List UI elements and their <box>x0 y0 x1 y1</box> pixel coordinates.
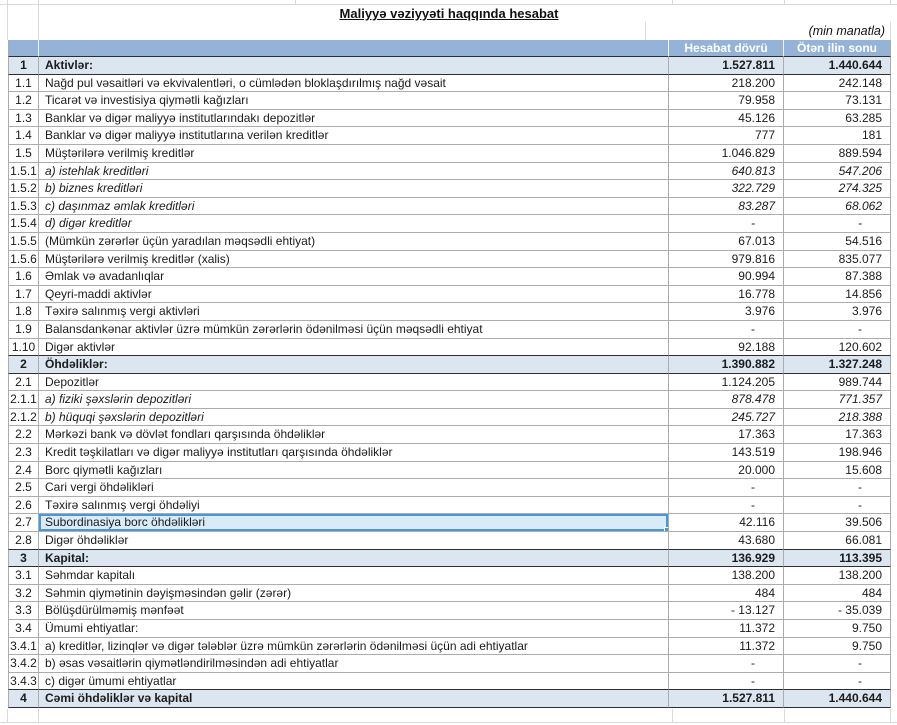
value-cell-previous[interactable]: 989.744 <box>784 374 891 392</box>
grid-line <box>890 709 891 723</box>
value-cell-period[interactable]: 92.188 <box>669 339 784 357</box>
table-header-row <box>8 40 891 57</box>
table-row <box>8 180 891 198</box>
row-label-cell[interactable]: Əmlak və avadanlıqlar <box>39 268 669 286</box>
row-label-cell[interactable]: Mərkəzi bank və dövlət fondları qarşısında öhdəliklər <box>39 426 669 444</box>
table-row <box>8 75 891 93</box>
value-cell-previous[interactable]: 14.856 <box>784 286 891 304</box>
row-number-cell[interactable]: 3.2 <box>8 585 39 603</box>
value-cell-previous[interactable]: - 35.039 <box>784 602 891 620</box>
value-cell-previous[interactable]: 17.363 <box>784 426 891 444</box>
value-cell-previous[interactable]: 3.976 <box>784 303 891 321</box>
row-label-cell[interactable]: Təxirə salınmış vergi öhdəliyi <box>39 497 669 515</box>
value-cell-previous[interactable]: - <box>784 215 891 233</box>
value-cell-period[interactable]: - <box>669 497 784 515</box>
value-cell-period[interactable]: 11.372 <box>669 620 784 638</box>
value-cell-previous[interactable]: 771.357 <box>784 391 891 409</box>
row-label-cell[interactable]: Qeyri-maddi aktivlər <box>39 286 669 304</box>
row-number-cell[interactable]: 2.8 <box>8 532 39 550</box>
table-row <box>8 550 891 568</box>
header-cell-period[interactable]: Hesabat dövrü <box>669 40 784 57</box>
value-cell-previous[interactable]: - <box>784 673 891 691</box>
row-label-cell[interactable]: Banklar və digər maliyyə institutlarındakı depozitlər <box>39 110 669 128</box>
value-cell-period[interactable]: 979.816 <box>669 251 784 269</box>
value-cell-previous[interactable]: - <box>784 497 891 515</box>
value-cell-period[interactable]: 45.126 <box>669 110 784 128</box>
grid-line <box>7 709 8 723</box>
value-cell-previous[interactable]: 274.325 <box>784 180 891 198</box>
row-number-cell[interactable]: 2.7 <box>8 514 39 532</box>
row-number-cell[interactable]: 1.10 <box>8 339 39 357</box>
row-number-cell[interactable]: 2.1.2 <box>8 409 39 427</box>
row-number-cell[interactable]: 2.1.1 <box>8 391 39 409</box>
value-cell-period[interactable]: 245.727 <box>669 409 784 427</box>
value-cell-period[interactable]: - <box>669 479 784 497</box>
row-number-cell[interactable]: 1.4 <box>8 127 39 145</box>
unit-note[interactable]: (min manatla) <box>808 24 885 38</box>
row-label-cell[interactable]: c) daşınmaz əmlak kreditləri <box>39 198 669 216</box>
row-label-cell[interactable]: b) biznes kreditləri <box>39 180 669 198</box>
row-label-cell[interactable]: Subordinasiya borc öhdəlikləri <box>39 514 669 532</box>
financial-table <box>8 40 891 708</box>
row-label-cell[interactable]: Bölüşdürülməmiş mənfəət <box>39 602 669 620</box>
table-row <box>8 426 891 444</box>
row-number-cell[interactable]: 1.3 <box>8 110 39 128</box>
value-cell-period[interactable]: 79.958 <box>669 92 784 110</box>
grid-line <box>672 709 673 723</box>
grid-line <box>890 0 891 5</box>
row-label-cell[interactable]: Aktivlər: <box>39 57 669 75</box>
row-number-cell[interactable]: 3.3 <box>8 602 39 620</box>
value-cell-period[interactable]: 43.680 <box>669 532 784 550</box>
row-label-cell[interactable]: a) fiziki şəxslərin depozitləri <box>39 391 669 409</box>
row-label-cell[interactable]: Səhmdar kapitalı <box>39 567 669 585</box>
value-cell-period[interactable]: 143.519 <box>669 444 784 462</box>
header-cell-previous[interactable]: Ötən ilin sonu <box>784 40 891 57</box>
value-cell-previous[interactable]: 218.388 <box>784 409 891 427</box>
header-cell-empty-label[interactable] <box>39 40 669 57</box>
value-cell-period[interactable]: 67.013 <box>669 233 784 251</box>
value-cell-previous[interactable]: 1.327.248 <box>784 356 891 374</box>
row-number-cell[interactable]: 1.7 <box>8 286 39 304</box>
value-cell-period[interactable]: 42.116 <box>669 514 784 532</box>
row-number-cell[interactable]: 3 <box>8 550 39 568</box>
grid-line <box>0 722 897 723</box>
table-row <box>8 690 891 708</box>
value-cell-period[interactable]: - <box>669 673 784 691</box>
table-row <box>8 532 891 550</box>
value-cell-previous[interactable]: 9.750 <box>784 620 891 638</box>
row-label-cell[interactable]: Borc qiymətli kağızları <box>39 462 669 480</box>
table-row <box>8 655 891 673</box>
table-row <box>8 198 891 216</box>
value-cell-previous[interactable]: - <box>784 321 891 339</box>
row-number-cell[interactable]: 2.2 <box>8 426 39 444</box>
value-cell-previous[interactable]: 68.062 <box>784 198 891 216</box>
value-cell-previous[interactable]: - <box>784 655 891 673</box>
row-number-cell[interactable]: 1.5.5 <box>8 233 39 251</box>
row-number-cell[interactable]: 2.5 <box>8 479 39 497</box>
selection-fill-handle[interactable] <box>664 527 669 532</box>
table-row <box>8 409 891 427</box>
value-cell-previous[interactable]: - <box>784 479 891 497</box>
table-row <box>8 638 891 656</box>
value-cell-previous[interactable]: 198.946 <box>784 444 891 462</box>
unit-note-row <box>8 22 890 40</box>
table-row <box>8 374 891 392</box>
value-cell-previous[interactable]: 1.440.644 <box>784 690 891 708</box>
table-row <box>8 673 891 691</box>
row-number-cell[interactable]: 3.4.3 <box>8 673 39 691</box>
row-label-cell[interactable]: Digər aktivlər <box>39 339 669 357</box>
value-cell-period[interactable]: 11.372 <box>669 638 784 656</box>
value-cell-period[interactable]: 484 <box>669 585 784 603</box>
row-number-cell[interactable]: 1.8 <box>8 303 39 321</box>
table-row <box>8 479 891 497</box>
row-label-cell[interactable]: Cəmi öhdəliklər və kapital <box>39 690 669 708</box>
grid-line <box>890 22 891 40</box>
row-label-cell[interactable]: (Mümkün zərərlər üçün yaradılan məqsədli ehtiyat) <box>39 233 669 251</box>
value-cell-previous[interactable]: 835.077 <box>784 251 891 269</box>
value-cell-period[interactable]: 1.390.882 <box>669 356 784 374</box>
row-number-cell[interactable]: 1 <box>8 57 39 75</box>
row-number-cell[interactable]: 2.6 <box>8 497 39 515</box>
value-cell-period[interactable]: 1.527.811 <box>669 690 784 708</box>
row-label-cell[interactable]: Nağd pul vəsaitləri və ekvivalentləri, o cümlədən bloklaşdırılmış nağd vəsait <box>39 75 669 93</box>
value-cell-period[interactable]: 17.363 <box>669 426 784 444</box>
value-cell-period[interactable]: - <box>669 215 784 233</box>
table-row <box>8 602 891 620</box>
row-label-cell[interactable]: Ümumi ehtiyatlar: <box>39 620 669 638</box>
row-label-cell[interactable]: Depozitlər <box>39 374 669 392</box>
row-label-cell[interactable]: Müştərilərə verilmiş kreditlər (xalis) <box>39 251 669 269</box>
value-cell-previous[interactable]: 15.608 <box>784 462 891 480</box>
value-cell-period[interactable]: 322.729 <box>669 180 784 198</box>
row-label-cell[interactable]: Digər öhdəliklər <box>39 532 669 550</box>
table-row <box>8 215 891 233</box>
row-number-cell[interactable]: 1.5.1 <box>8 163 39 181</box>
table-row <box>8 620 891 638</box>
row-number-cell[interactable]: 3.4.1 <box>8 638 39 656</box>
row-number-cell[interactable]: 1.5.2 <box>8 180 39 198</box>
value-cell-previous[interactable]: 242.148 <box>784 75 891 93</box>
table-row <box>8 303 891 321</box>
table-row <box>8 163 891 181</box>
row-number-cell[interactable]: 1.5.6 <box>8 251 39 269</box>
row-number-cell[interactable]: 1.5 <box>8 145 39 163</box>
table-row <box>8 391 891 409</box>
value-cell-period[interactable]: 83.287 <box>669 198 784 216</box>
table-row <box>8 251 891 269</box>
row-label-cell[interactable]: Balansdankənar aktivlər üzrə mümkün zərərlərin ödənilməsi üçün məqsədli ehtiyat <box>39 321 669 339</box>
value-cell-period[interactable]: 218.200 <box>669 75 784 93</box>
row-number-cell[interactable]: 1.1 <box>8 75 39 93</box>
row-label-cell[interactable]: a) istehlak kreditləri <box>39 163 669 181</box>
value-cell-period[interactable]: 1.046.829 <box>669 145 784 163</box>
row-number-cell[interactable]: 1.9 <box>8 321 39 339</box>
value-cell-period[interactable]: 20.000 <box>669 462 784 480</box>
value-cell-period[interactable]: 640.813 <box>669 163 784 181</box>
row-label-cell[interactable]: b) əsas vəsaitlərin qiymətləndirilməsindən adi ehtiyatlar <box>39 655 669 673</box>
value-cell-period[interactable]: 3.976 <box>669 303 784 321</box>
value-cell-previous[interactable]: 63.285 <box>784 110 891 128</box>
financial-table-body <box>8 57 891 708</box>
value-cell-period[interactable]: 1.124.205 <box>669 374 784 392</box>
value-cell-previous[interactable]: 73.131 <box>784 92 891 110</box>
table-row <box>8 514 891 532</box>
row-number-cell[interactable]: 2.3 <box>8 444 39 462</box>
grid-line <box>38 709 39 723</box>
table-row <box>8 462 891 480</box>
row-number-cell[interactable]: 1.5.3 <box>8 198 39 216</box>
table-row <box>8 145 891 163</box>
row-label-cell[interactable]: Müştərilərə verilmiş kreditlər <box>39 145 669 163</box>
value-cell-period[interactable]: 1.527.811 <box>669 57 784 75</box>
table-row <box>8 268 891 286</box>
table-row <box>8 444 891 462</box>
value-cell-period[interactable]: - <box>669 321 784 339</box>
table-row <box>8 127 891 145</box>
value-cell-previous[interactable]: 1.440.644 <box>784 57 891 75</box>
table-row <box>8 339 891 357</box>
row-label-cell[interactable]: Səhmin qiymətinin dəyişməsindən gəlir (zərər) <box>39 585 669 603</box>
table-row <box>8 92 891 110</box>
table-row <box>8 356 891 374</box>
value-cell-previous[interactable]: 9.750 <box>784 638 891 656</box>
row-label-cell[interactable]: c) digər ümumi ehtiyatlar <box>39 673 669 691</box>
table-row <box>8 585 891 603</box>
row-label-cell[interactable]: b) hüquqi şəxslərin depozitləri <box>39 409 669 427</box>
value-cell-previous[interactable]: 113.395 <box>784 550 891 568</box>
value-cell-period[interactable]: 777 <box>669 127 784 145</box>
table-row <box>8 321 891 339</box>
table-row <box>8 233 891 251</box>
table-row <box>8 57 891 75</box>
row-label-cell[interactable]: Banklar və digər maliyyə institutlarına verilən kreditlər <box>39 127 669 145</box>
row-label-cell[interactable]: Cari vergi öhdəlikləri <box>39 479 669 497</box>
value-cell-previous[interactable]: 889.594 <box>784 145 891 163</box>
table-row <box>8 497 891 515</box>
value-cell-previous[interactable]: 484 <box>784 585 891 603</box>
value-cell-period[interactable]: - 13.127 <box>669 602 784 620</box>
row-number-cell[interactable]: 3.4 <box>8 620 39 638</box>
value-cell-previous[interactable]: 181 <box>784 127 891 145</box>
row-number-cell[interactable]: 1.6 <box>8 268 39 286</box>
table-row <box>8 110 891 128</box>
row-label-cell[interactable]: Kapital: <box>39 550 669 568</box>
row-number-cell[interactable]: 2.1 <box>8 374 39 392</box>
value-cell-period[interactable]: - <box>669 655 784 673</box>
value-cell-previous[interactable]: 54.516 <box>784 233 891 251</box>
page-title[interactable]: Maliyyə vəziyyəti haqqında hesabat <box>339 6 559 21</box>
row-label-cell[interactable]: Ticarət və investisiya qiymətli kağızları <box>39 92 669 110</box>
title-row <box>8 5 890 22</box>
grid-line <box>784 709 785 723</box>
value-cell-previous[interactable]: 66.081 <box>784 532 891 550</box>
row-label-cell[interactable]: Kredit təşkilatları və digər maliyyə institutları qarşısında öhdəliklər <box>39 444 669 462</box>
value-cell-previous[interactable]: 120.602 <box>784 339 891 357</box>
row-label-cell[interactable]: a) kreditlər, lizinqlər və digər tələblər üzrə mümkün zərərlərin ödənilməsi üçün adi ehtiyatlar <box>39 638 669 656</box>
value-cell-previous[interactable]: 547.206 <box>784 163 891 181</box>
header-cell-empty-num[interactable] <box>8 40 39 57</box>
row-label-cell[interactable]: d) digər kreditlər <box>39 215 669 233</box>
row-label-cell[interactable]: Öhdəliklər: <box>39 356 669 374</box>
row-number-cell[interactable]: 1.5.4 <box>8 215 39 233</box>
value-cell-previous[interactable]: 87.388 <box>784 268 891 286</box>
value-cell-period[interactable]: 138.200 <box>669 567 784 585</box>
row-number-cell[interactable]: 3.4.2 <box>8 655 39 673</box>
table-row <box>8 286 891 304</box>
value-cell-period[interactable]: 16.778 <box>669 286 784 304</box>
row-number-cell[interactable]: 1.2 <box>8 92 39 110</box>
value-cell-period[interactable]: 878.478 <box>669 391 784 409</box>
row-label-cell[interactable]: Təxirə salınmış vergi aktivləri <box>39 303 669 321</box>
row-number-cell[interactable]: 3.1 <box>8 567 39 585</box>
row-number-cell[interactable]: 4 <box>8 690 39 708</box>
row-number-cell[interactable]: 2 <box>8 356 39 374</box>
value-cell-period[interactable]: 90.994 <box>669 268 784 286</box>
value-cell-previous[interactable]: 39.506 <box>784 514 891 532</box>
value-cell-period[interactable]: 136.929 <box>669 550 784 568</box>
table-row <box>8 567 891 585</box>
row-number-cell[interactable]: 2.4 <box>8 462 39 480</box>
value-cell-previous[interactable]: 138.200 <box>784 567 891 585</box>
